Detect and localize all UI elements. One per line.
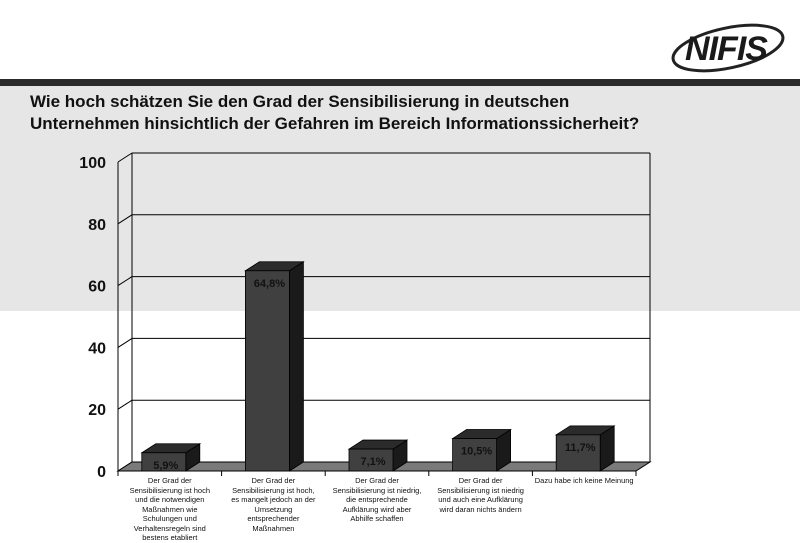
y-tick-label: 60 <box>88 278 106 296</box>
bar-value-label: 5,9% <box>153 459 179 472</box>
y-tick-label: 40 <box>88 340 106 358</box>
bar <box>142 444 200 472</box>
bar <box>556 426 614 471</box>
category-label: Der Grad der Sensibilisierung ist hoch und die notwendigen Maßnahmen wie Schulungen und Verhaltensregeln sind bestens etabliert <box>129 476 211 542</box>
bar-value-label: 10,5% <box>460 445 493 458</box>
gridline-depth <box>118 215 132 224</box>
y-tick-label: 0 <box>97 464 106 481</box>
y-tick-label: 20 <box>88 402 106 420</box>
category-label: Dazu habe ich keine Meinung <box>534 476 634 485</box>
gridline-depth <box>118 277 132 286</box>
bar-value-label: 11,7% <box>564 441 596 454</box>
bar <box>349 440 407 471</box>
category-label: Der Grad der Sensibilisierung ist niedrig, die entsprechende Aufklärung wird aber Abhilfe schaffen <box>332 476 422 523</box>
category-label: Der Grad der Sensibilisierung ist hoch, es mangelt jedoch an der Umsetzung entsprechender Maßnahmen <box>231 476 316 533</box>
bar-value-label: 7,1% <box>360 456 386 469</box>
svg-text:NIFIS: NIFIS <box>685 30 767 68</box>
y-tick-label: 100 <box>79 155 106 172</box>
gridline-depth <box>118 153 132 162</box>
bar-side <box>289 262 303 471</box>
bar-front <box>245 271 289 471</box>
survey-question: Wie hoch schätzen Sie den Grad der Sensibilisierung in deutschen Unternehmen hinsichtlich der Gefahren im Bereich Informationssicherheit? <box>30 92 640 133</box>
y-tick-label: 80 <box>88 216 106 234</box>
bar-value-label: 64,8% <box>253 277 286 290</box>
category-label: Der Grad der Sensibilisierung ist niedrig und auch eine Aufklärung wird daran nichts ändern <box>437 476 524 514</box>
bar <box>453 430 511 471</box>
gridline-depth <box>118 338 132 347</box>
gridline-depth <box>118 400 132 409</box>
bar <box>245 262 303 471</box>
